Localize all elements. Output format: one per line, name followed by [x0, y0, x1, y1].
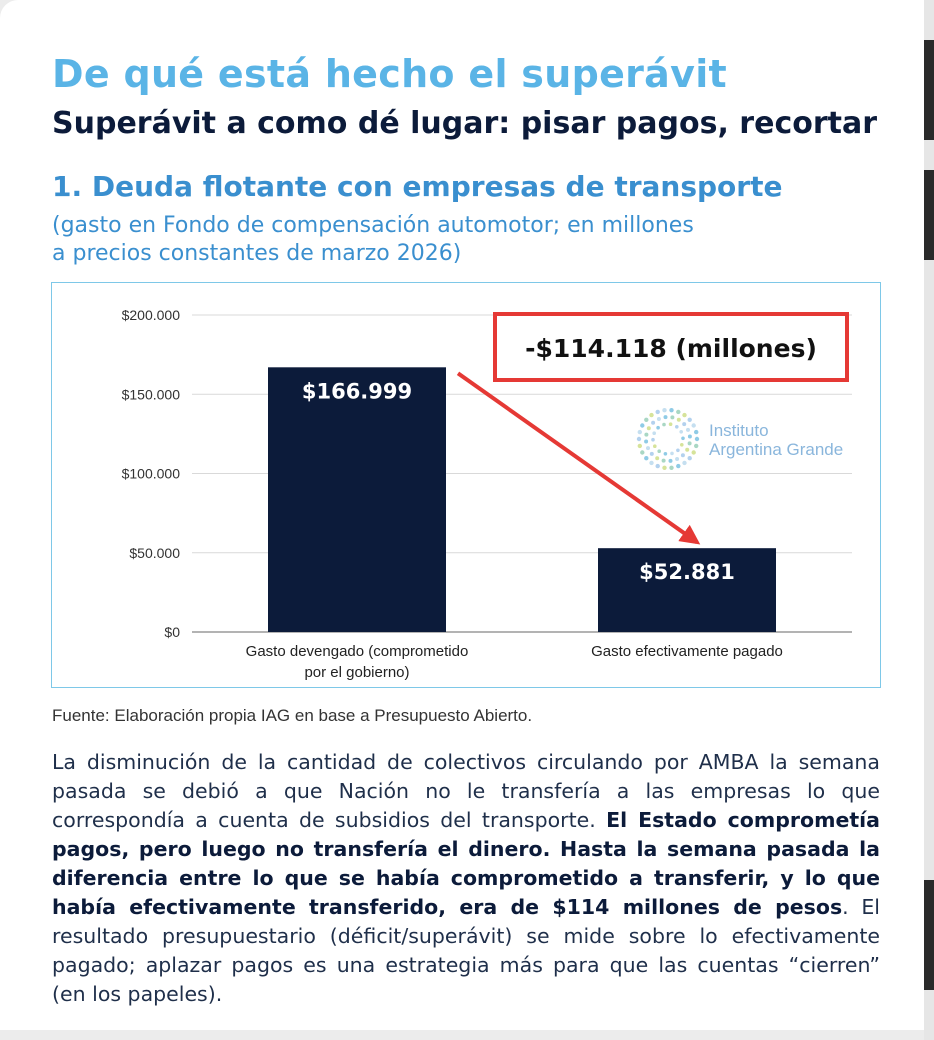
y-tick-label: $50.000 — [129, 544, 180, 561]
logo-dot — [669, 408, 673, 412]
logo-dot — [649, 413, 653, 417]
x-category-label: Gasto efectivamente pagado — [591, 643, 783, 660]
logo-dot — [653, 444, 657, 448]
logo-dot — [692, 450, 696, 454]
logo-dot — [644, 418, 648, 422]
logo-dot — [676, 464, 680, 468]
logo-dot — [640, 423, 644, 427]
logo-dot — [662, 423, 666, 427]
scrollbar-segment — [924, 170, 934, 260]
logo-dot — [682, 422, 686, 426]
logo-dot — [688, 441, 692, 445]
logo-dot — [650, 452, 654, 456]
y-tick-label: $100.000 — [121, 465, 180, 482]
scrollbar-segment — [924, 40, 934, 140]
logo-dot — [644, 433, 648, 437]
section-note-line-2: a precios constantes de marzo 2026) — [52, 241, 462, 266]
logo-dot — [640, 450, 644, 454]
logo-dot — [649, 461, 653, 465]
logo-dot — [682, 413, 686, 417]
source-note: Fuente: Elaboración propia IAG en base a Presupuesto Abierto. — [52, 706, 533, 725]
logo-dot — [662, 459, 666, 463]
body-paragraph — [52, 748, 880, 1009]
logo-dot — [676, 449, 680, 453]
section-note — [52, 212, 852, 268]
difference-arrow — [458, 373, 697, 542]
logo-dot — [669, 459, 673, 463]
logo-dot — [685, 448, 689, 452]
logo-dot — [681, 437, 685, 441]
logo-dot — [675, 457, 679, 461]
dotted-circle-logo-icon — [637, 408, 699, 470]
logo-dot — [662, 408, 666, 412]
logo-dot — [637, 437, 641, 441]
logo-dot — [686, 428, 690, 432]
scrollbar[interactable] — [924, 0, 934, 1040]
scrollbar-segment — [924, 880, 934, 990]
logo-dot — [688, 435, 692, 439]
x-category-label: Gasto devengado (comprometido — [245, 643, 469, 660]
logo-dot — [688, 456, 692, 460]
page-title: De qué está hecho el superávit — [52, 52, 727, 96]
chart-container — [51, 282, 881, 688]
bar — [268, 367, 446, 632]
y-tick-label: $0 — [164, 624, 180, 640]
logo-dot — [647, 426, 651, 430]
difference-callout-text: -$114.118 (millones) — [525, 334, 817, 363]
body-text-bold: El Estado comprometía pagos, pero luego no transfería el dinero. Hasta la semana pasada la diferencia entre lo que se había comprometido a transferir, y lo que había efectivamente transferido, era de $114 millones de pesos — [52, 808, 881, 919]
y-tick-label: $200.000 — [121, 307, 180, 323]
logo-line-1: Instituto — [709, 421, 769, 440]
logo-dot — [646, 446, 650, 450]
logo-dot — [652, 431, 656, 435]
x-category-label: por el gobierno) — [304, 664, 410, 681]
logo-dot — [651, 438, 655, 442]
bar-value-label: $166.999 — [301, 379, 413, 404]
logo-dot — [657, 417, 661, 421]
logo-dot — [670, 415, 674, 419]
logo — [637, 408, 843, 470]
logo-dot — [662, 466, 666, 470]
logo-dot — [656, 410, 660, 414]
logo-dot — [664, 415, 668, 419]
logo-dot — [638, 444, 642, 448]
logo-dot — [675, 425, 679, 429]
logo-dot — [677, 418, 681, 422]
logo-dot — [695, 437, 699, 441]
bar-chart — [52, 283, 882, 689]
logo-dot — [644, 456, 648, 460]
logo-dot — [644, 440, 648, 444]
page-subtitle: Superávit a como dé lugar: pisar pagos, recortar — [52, 106, 878, 141]
y-tick-label: $150.000 — [121, 386, 180, 403]
logo-dot — [680, 443, 684, 447]
logo-line-2: Argentina Grande — [709, 440, 844, 459]
logo-dot — [694, 430, 698, 434]
logo-dot — [638, 430, 642, 434]
logo-dot — [655, 456, 659, 460]
logo-dot — [664, 452, 668, 456]
section-title: 1. Deuda flotante con empresas de transporte — [52, 170, 783, 203]
bar-value-label: $52.881 — [639, 560, 735, 585]
logo-dot — [688, 418, 692, 422]
logo-dot — [656, 426, 660, 430]
logo-dot — [651, 421, 655, 425]
section-note-line-1: (gasto en Fondo de compensación automotor; en millones — [52, 213, 694, 238]
logo-dot — [669, 422, 673, 426]
logo-dot — [657, 449, 661, 453]
logo-dot — [682, 461, 686, 465]
logo-dot — [679, 430, 683, 434]
logo-dot — [694, 444, 698, 448]
body-text-part-2: . El resultado presupuestario (déficit/superávit) se mide sobre lo efectivamente pagado; aplazar pagos es una estrategia más para que las cuentas “cierren” (en los papeles). — [52, 895, 880, 1006]
logo-dot — [656, 464, 660, 468]
body-text-part-1: La disminución de la cantidad de colectivos circulando por AMBA la semana pasada se debió a que Nación no le transfería a las empresas lo que correspondía a cuenta de subsidios del transporte. — [52, 750, 880, 832]
logo-dot — [670, 452, 674, 456]
logo-dot — [681, 453, 685, 457]
logo-dot — [669, 466, 673, 470]
logo-dot — [676, 410, 680, 414]
logo-dot — [692, 423, 696, 427]
